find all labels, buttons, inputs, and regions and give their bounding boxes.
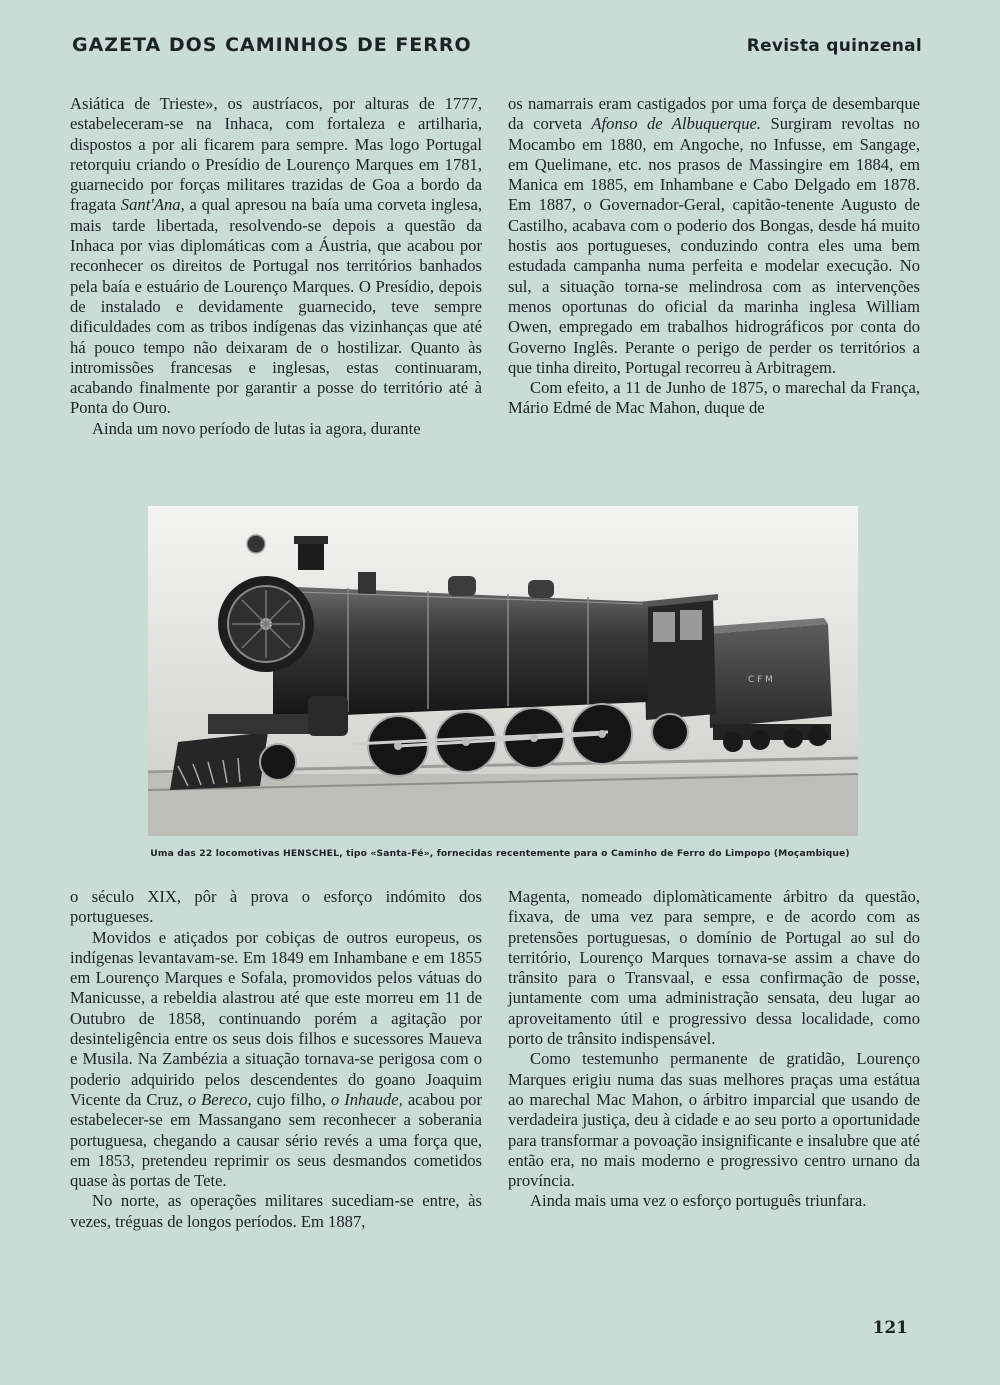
locomotive-illustration — [148, 506, 858, 836]
column-bottom-left — [70, 887, 482, 1282]
nickname: o Inhaude, — [330, 1089, 403, 1109]
nickname: o Bereco, — [187, 1089, 252, 1109]
paragraph: Ainda um novo período de lutas ia agora, durante — [92, 418, 421, 438]
ship-name: Afonso de Albuquerque. — [591, 114, 762, 134]
figure-caption: Uma das 22 locomotivas HENSCHEL, tipo «Santa-Fé», fornecidas recentemente para o Caminho de Ferro do Limpopo (Moçambique) — [150, 848, 850, 859]
paragraph: Magenta, nomeado diplomàticamente árbitro da questão, fixava, de uma vez para sempre, e de acordo com as pretensões portuguesas, o domínio de Portugal ao sul do território, Lourenço Marques tornava-se assim a chave do trânsito para o Transvaal, e essa confirmação de posse, juntamente com uma administração sensata, deu lugar ao aproveitamento útil e progressivo dessa localidade, como porto de trânsito indispensável. — [508, 887, 920, 1049]
tender — [708, 618, 832, 752]
running-header — [72, 34, 922, 64]
paragraph: Asiática de Trieste», os austríacos, por alturas de 1777, estabeleceram-se na Inhaca, com fortaleza e artilharia, dispostos a por ali ficarem para sempre. Mas logo Portugal retorquiu criando o Presídio de Lourenço Marques em 1781, guarnecido por forças militares trazidas de Goa a bordo da fragata Sant'Ana, a qual apresou na baía uma corveta inglesa, mais tarde libertada, resolvendo-se depois a questão da Inhaca por vias diplomáticas com a Áustria, que acabou por reconhecer os direitos de Portugal nos territórios banhados pela baía e estuário de Lourenço Marques. O Presídio, depois de instalado e devidamente guarnecido, teve sempre dificuldades com as tribos indígenas das vizinhanças que até há pouco tempo não deixaram de o hostilizar. Quanto às intromissões francesas e inglesas, estas continuaram, acabando finalmente por garantir a posse do território até à Ponta do Ouro. — [70, 94, 482, 418]
page-number: 121 — [872, 1318, 908, 1338]
column-top-left — [70, 94, 482, 486]
cab — [638, 594, 718, 720]
column-bottom-right — [508, 887, 920, 1282]
journal-title: GAZETA DOS CAMINHOS DE FERRO — [72, 34, 472, 56]
paragraph: Como testemunho permanente de gratidão, Lourenço Marques erigiu numa das suas melhores praças uma estátua ao marechal Mac Mahon, o árbitro imparcial que usando de verdadeira justiça, deu à cidade e ao seu porto a oportunidade para transformar a povoação insignificante e insalubre que até então era, no mais moderno e progressivo centro urnano da província. — [508, 1049, 920, 1191]
column-top-right — [508, 94, 920, 486]
text-columns-top — [70, 94, 920, 486]
locomotive-photo — [148, 506, 858, 836]
ship-name: Sant'Ana, — [120, 195, 185, 215]
text-columns-bottom — [70, 887, 920, 1282]
paragraph: Ainda mais uma vez o esforço português triunfara. — [530, 1191, 867, 1211]
paragraph: o século XIX, pôr à prova o esforço indómito dos portugueses. — [70, 887, 482, 927]
paragraph: os namarrais eram castigados por uma força de desembarque da corveta Afonso de Albuquerque. Surgiram revoltas no Mocambo em 1880, em Angoche, no Infusse, em Sangage, em Quelimane, etc. nos prasos de Massingire em 1884, em Manica em 1885, em Inhambane e Cabo Delgado em 1878. Em 1887, o Governador-Geral, capitão-tenente Augusto de Castilho, acabava com o poderio dos Bongas, desde há muito hostis aos portugueses, conduzindo contra eles uma bem estudada campanha numa perfeita e modelar execução. No sul, a situação torna-se melindrosa com as intervenções menos oportunas do oficial da marinha inglesa William Owen, empregado em trabalhos hidrográficos por conta do Governo Inglês. Perante o perigo de perder os territórios a que tinha direito, Portugal recorreu à Arbitragem. — [508, 94, 920, 377]
paragraph: Com efeito, a 11 de Junho de 1875, o marechal da França, Mário Edmé de Mac Mahon, duque de — [508, 378, 920, 418]
tender-lettering: C F M — [748, 675, 773, 685]
journal-issue-type: Revista quinzenal — [746, 36, 922, 56]
paragraph: Movidos e atiçados por cobiças de outros europeus, os indígenas levantavam-se. Em 1849 em Inhambane e em 1855 em Lourenço Marques e Sofala, promovidos pelos vátuas do Manicusse, a rebeldia alastrou até que este morreu em 11 de Outubro de 1858, continuando porém a agitação por desinteligência entre os seus dois filhos e sucessores Maueva e Musila. Na Zambézia a situação tornava-se perigosa com o poderio adquirido pelos descendentes do goano Joaquim Vicente da Cruz, o Bereco, cujo filho, o Inhaude, acabou por estabelecer-se em Massangano sem reconhecer a soberania portuguesa, chegando a causar sério revés a uma força que, em 1853, pretendeu reprimir os seus desmandos cometidos quase às portas de Tete. — [70, 927, 482, 1191]
paragraph: No norte, as operações militares sucediam-se entre, às vezes, tréguas de longos períodos. Em 1887, — [70, 1191, 482, 1231]
